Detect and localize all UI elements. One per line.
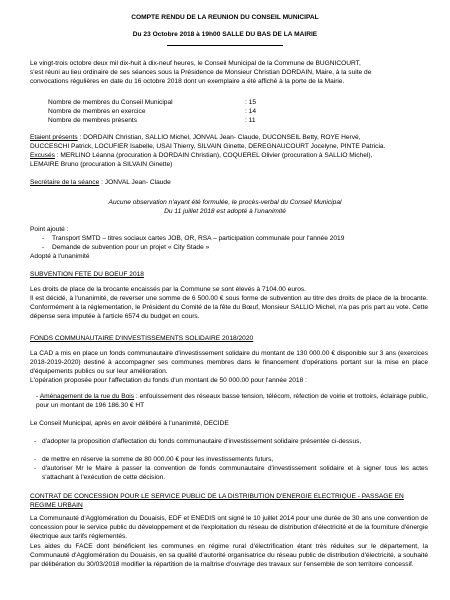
added-point-item: - Demande de subvention pour un projet « City Stade » <box>42 244 210 251</box>
bullet-icon: - <box>42 244 45 251</box>
bullet-icon: - <box>34 438 37 445</box>
present-line-2: DUCCESCHI Patrick, LOCUFIER Isabelle, USAI Thierry, SILVAIN Ginette, DEREGNAUCOURT Jocelyne, PINTE Patricia. <box>30 143 386 150</box>
added-point-adopted: Adopté à l'unanimité <box>30 253 90 260</box>
added-point-title: Point ajouté : <box>30 226 69 233</box>
decision-item: - de mettre en réserve la somme de 80 000.00 € pour les investissements futurs, <box>34 456 274 463</box>
fonds-decide: Le Conseil Municipal, après en avoir délibéré à l'unanimité, DECIDE <box>30 420 229 427</box>
member-count-row <box>48 107 256 116</box>
section-title-fonds: FONDS COMMUNAUTAIRE D'INVESTISSEMENTS SOLIDAIRE 2018/2020 <box>30 335 254 342</box>
present-names: : DORDAIN Christian, SALLIO Michel, JONVAL Jean- Claude, DUCONSEIL Betty, ROYE Hervé, <box>77 134 361 141</box>
excused-label: Excusés <box>30 152 55 159</box>
bullet-icon: - <box>34 456 37 463</box>
amenagement-text: : enfouissement des réseaux basse tension, télécom, réfection de voirie et trottoirs, éclairage public, pour un montant de 196 186.30 € HT <box>36 393 429 410</box>
document-subtitle: Du 23 Octobre 2018 à 19h00 SALLE DU BAS DE LA MAIRIE <box>132 31 318 38</box>
bullet-icon: - <box>34 465 37 472</box>
approval-line-2: Du 11 juillet 2018 est adopté à l'unanimité <box>164 208 286 215</box>
concession-paragraph-1: La Communauté d'Agglomération du Douaisis, EDF et ENEDIS ont signé le 10 juillet 2014 pour une durée de 30 ans une convention de concession pour le service public du développement et de l'exploitation du réseau de distribution d'électricité et de la fourniture d'énergie électrique aux tarifs réglementés. <box>30 515 428 541</box>
decision-item: - d'adopter la proposition d'affectation du fonds communautaire d'investissement solidaire présentée ci-dessus, <box>34 438 362 445</box>
excused-names: : MERLINO Léanna (procuration à DORDAIN Christian), COQUEREL Olivier (procuration à SALLIO Michel), <box>54 152 373 159</box>
excused-line-2: LEMAIRE Bruno (procuration à SILVAIN Ginette) <box>30 161 173 168</box>
added-point-item: - Transport SMTD – titres sociaux cartes JOB, OR, RSA – participation communale pour l'année 2019 <box>42 235 345 242</box>
boeuf-paragraph-2: Il est décidé, à l'unanimité, de reverser une somme de 6 500.00 € sous forme de subvention au titre des droits de place de la brocante. Conformément à la réglementation, le Président du Comité de la fête du Bœuf, Monsieur SALLIO Michel, n'a pas pris part au vote. Cette dépense sera imputée à l'article 6574 du budget en cours. <box>30 295 428 321</box>
title-divider <box>167 45 283 46</box>
fonds-paragraph-2: L'opération proposée pour l'affectation du fonds d'un montant de 50 000.00 pour l'année 2018 : <box>30 377 307 384</box>
approval-line-1: Aucune observation n'ayant été formulée, le procès-verbal du Conseil Municipal <box>108 199 342 206</box>
member-count-value: : 11 <box>245 117 256 124</box>
boeuf-paragraph-1: Les droits de place de la brocante encaissés par la Commune se sont élevés à 7104.00 euros. <box>30 286 307 293</box>
decision-item: - d'autoriser Mr le Maire à passer la convention de fonds communautaire d'investissement solidaire et à signer tous les actes s'attachant à l'exécution de cette décision. <box>34 465 428 482</box>
member-count-label: Nombre de membres en exercice <box>48 108 146 115</box>
section-title-boeuf: SUBVENTION FETE DU BOEUF 2018 <box>30 271 144 278</box>
excused-line-1 <box>30 151 372 160</box>
intro-line-2: s'est réuni au lieu ordinaire de ses séances sous la Présidence de Monsieur Christian DORDAIN, Maire, à la suite de <box>30 69 372 76</box>
member-count-label: Nombre de membres du Conseil Municipal <box>48 99 173 106</box>
member-count-value: : 14 <box>245 108 256 115</box>
present-line-1 <box>30 133 361 142</box>
present-label: Etaient présents <box>30 134 78 141</box>
section-title-concession: CONTRAT DE CONCESSION POUR LE SERVICE PUBLIC DE LA DISTRIBUTION D'ENERGIE ELECTRIQUE - PASSAGE EN REGIME URBAIN <box>30 493 404 510</box>
intro-line-3: convocations régulières en date du 16 octobre 2018 dont un exemplaire a été affiché à la porte de la Mairie. <box>30 78 345 85</box>
bullet-icon: - <box>36 393 40 400</box>
concession-paragraph-2: Les aides du FACE dont bénéficient les communes en régime rural d'électrification étant très réduites sur le département, la Communauté d'Agglomération du Douaisis, en sa qualité d'autorité organisatrice du réseau public de distribution d'électricité, a souhaité par délibération du 30/03/2018 modifier la répartition de la maîtrise d'ouvrage des travaux sur l'ensemble de son territoire concessif. <box>30 543 428 569</box>
member-count-value: : 15 <box>245 99 256 106</box>
secretary-label: Secrétaire de la séance <box>30 179 100 186</box>
member-count-row <box>48 116 256 125</box>
document-title: COMPTE RENDU DE LA REUNION DU CONSEIL MUNICIPAL <box>131 14 319 21</box>
member-count-label: Nombre de membres présents <box>48 117 138 124</box>
secretary-name: : JONVAL Jean- Claude <box>99 179 171 186</box>
fonds-amenagement <box>36 392 428 410</box>
member-count-row <box>48 98 256 107</box>
secretary-line <box>30 178 171 187</box>
fonds-paragraph-1: La CAD a mis en place un fonds communautaire d'investissement solidaire du montant de 130 000.00 € disponible sur 3 ans (exercices 2018-2019-2020) destiné à accompagner ses communes membres dans le financement d'opérations portant sur la mise en place d'équipements publics ou sur leur amélioration. <box>30 350 428 376</box>
intro-line-1: Le vingt-trois octobre deux mil dix-huit à dix-neuf heures, le Conseil Municipal de la Commune de BUGNICOURT, <box>30 60 361 67</box>
bullet-icon: - <box>42 235 45 242</box>
amenagement-label: Aménagement de la rue du Bois <box>39 393 135 400</box>
